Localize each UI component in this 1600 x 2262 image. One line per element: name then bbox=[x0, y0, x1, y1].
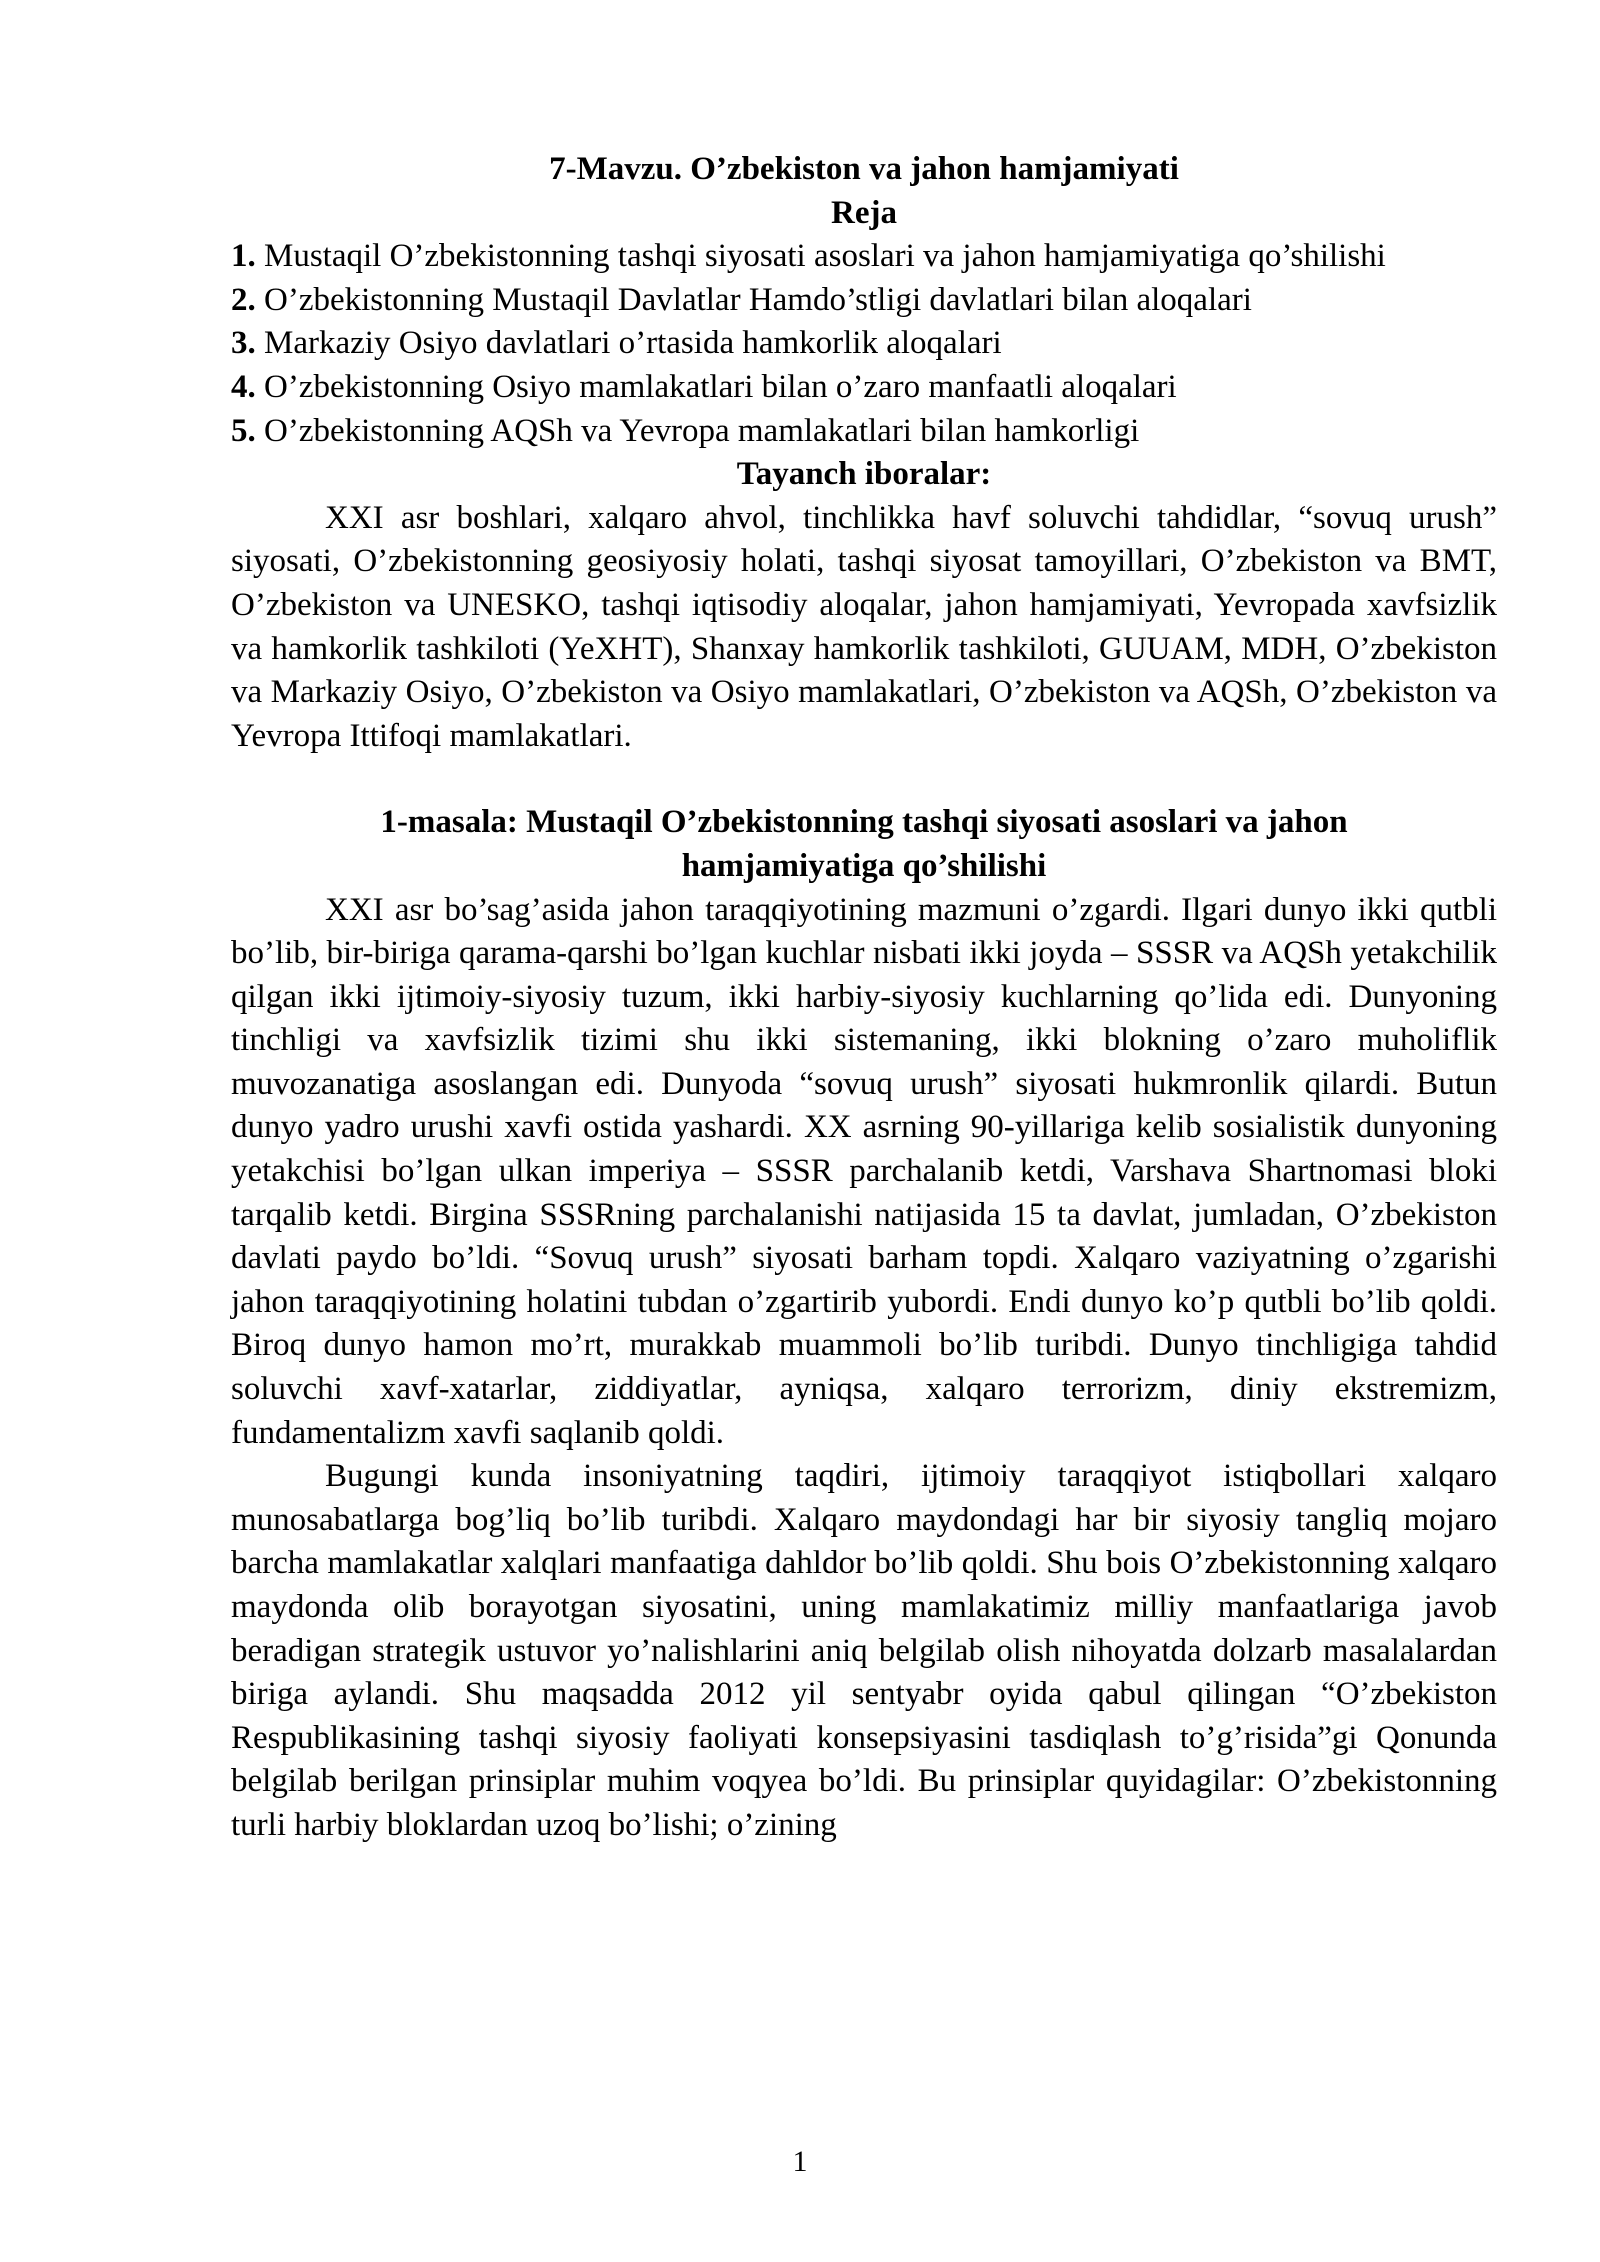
plan-item bbox=[231, 410, 1497, 454]
document-title: 7-Mavzu. O’zbekiston va jahon hamjamiyati bbox=[549, 151, 1179, 187]
plan-item-text: O’zbekistonning AQSh va Yevropa mamlakatlari bilan hamkorligi bbox=[264, 412, 1140, 449]
plan-item-text: Mustaqil O’zbekistonning tashqi siyosati asoslari va jahon hamjamiyatiga qo’shilishi bbox=[264, 238, 1386, 275]
body-paragraph: Bugungi kunda insoniyatning taqdiri, ijtimoiy taraqqiyot istiqbollari xalqaro munosabatlarga bog’liq bo’lib turibdi. Xalqaro maydondagi har bir siyosiy tangliq mojaro barcha mamlakatlar xalqlari manfaatiga dahldor bo’lib qoldi. Shu bois O’zbekistonning xalqaro maydonda olib borayotgan siyosatini, uning mamlakatimiz milliy manfaatlariga javob beradigan strategik ustuvor yo’nalishlarini aniq belgilab olish nihoyatda dolzarb masalalardan biriga aylandi. Shu maqsadda 2012 yil sentyabr oyida qabul qilingan “O’zbekiston Respublikasining tashqi siyosiy faoliyati konsepsiyasini tasdiqlash to’g’risida”gi Qonunda belgilab berilgan prinsiplar muhim voqyea bo’ldi. Bu prinsiplar quyidagilar: O’zbekistonning turli harbiy bloklardan uzoq bo’lishi; o’zining bbox=[231, 1458, 1497, 1843]
keywords-paragraph: XXI asr boshlari, xalqaro ahvol, tinchlikka havf soluvchi tahdidlar, “sovuq urush” siyosati, O’zbekistonning geosiyosiy holati, tashqi siyosat tamoyillari, O’zbekiston va BMT, O’zbekiston va UNESKO, tashqi iqtisodiy aloqalar, jahon hamjamiyati, Yevropada xavfsizlik va hamkorlik tashkiloti (YeXHT), Shanxay hamkorlik tashkiloti, GUUAM, MDH, O’zbekiston va Markaziy Osiyo, O’zbekiston va Osiyo mamlakatlari, O’zbekiston va AQSh, O’zbekiston va Yevropa Ittifoqi mamlakatlari. bbox=[231, 499, 1497, 754]
body-paragraph: XXI asr bo’sag’asida jahon taraqqiyotining mazmuni o’zgardi. Ilgari dunyo ikki qutbli bo’lib, bir-biriga qarama-qarshi bo’lgan kuchlar nisbati ikki joyda – SSSR va AQSh yetakchilik qilgan ikki ijtimoiy-siyosiy tuzum, ikki harbiy-siyosiy kuchlarning qo’lida edi. Dunyoning tinchligi va xavfsizlik tizimi shu ikki sistemaning, ikki blokning o’zaro muholiflik muvozanatiga asoslangan edi. Dunyoda “sovuq urush” siyosati hukmronlik qilardi. Butun dunyo yadro urushi xavfi ostida yashardi. XX asrning 90-yillariga kelib sosialistik dunyoning yetakchisi bo’lgan ulkan imperiya – SSSR parchalanib ketdi, Varshava Shartnomasi bloki tarqalib ketdi. Birgina SSSRning parchalanishi natijasida 15 ta davlat, jumladan, O’zbekiston davlati paydo bo’ldi. “Sovuq urush” siyosati barham topdi. Xalqaro vaziyatning o’zgarishi jahon taraqqiyotining holatini tubdan o’zgartirib yubordi. Endi dunyo ko’p qutbli bo’lib qoldi. Biroq dunyo hamon mo’rt, murakkab muammoli bo’lib turibdi. Dunyo tinchligiga tahdid soluvchi xavf-xatarlar, ziddiyatlar, ayniqsa, xalqaro terrorizm, diniy ekstremizm, fundamentalizm xavfi saqlanib qoldi. bbox=[231, 891, 1497, 1451]
plan-item bbox=[231, 366, 1497, 410]
plan-item bbox=[231, 279, 1497, 323]
plan-item-number: 2. bbox=[231, 281, 256, 318]
plan-item-text: Markaziy Osiyo davlatlari o’rtasida hamkorlik aloqalari bbox=[264, 325, 1002, 362]
plan-item bbox=[231, 235, 1497, 279]
plan-item-text: O’zbekistonning Mustaqil Davlatlar Hamdo’stligi davlatlari bilan aloqalari bbox=[264, 281, 1252, 318]
plan-item-number: 1. bbox=[231, 238, 256, 275]
plan-item bbox=[231, 322, 1497, 366]
plan-item-text: O’zbekistonning Osiyo mamlakatlari bilan o’zaro manfaatli aloqalari bbox=[264, 368, 1177, 405]
page-number: 1 bbox=[792, 2145, 808, 2178]
document-page bbox=[231, 148, 1497, 1848]
keywords-heading: Tayanch iboralar: bbox=[736, 456, 992, 493]
plan-item-number: 4. bbox=[231, 368, 256, 405]
plan-heading: Reja bbox=[831, 194, 897, 231]
plan-item-number: 3. bbox=[231, 325, 256, 362]
plan-list bbox=[231, 235, 1497, 453]
section-heading: 1-masala: Mustaqil O’zbekistonning tashqi siyosati asoslari va jahon hamjamiyatiga qo’shilishi bbox=[380, 804, 1348, 884]
plan-item-number: 5. bbox=[231, 412, 256, 449]
